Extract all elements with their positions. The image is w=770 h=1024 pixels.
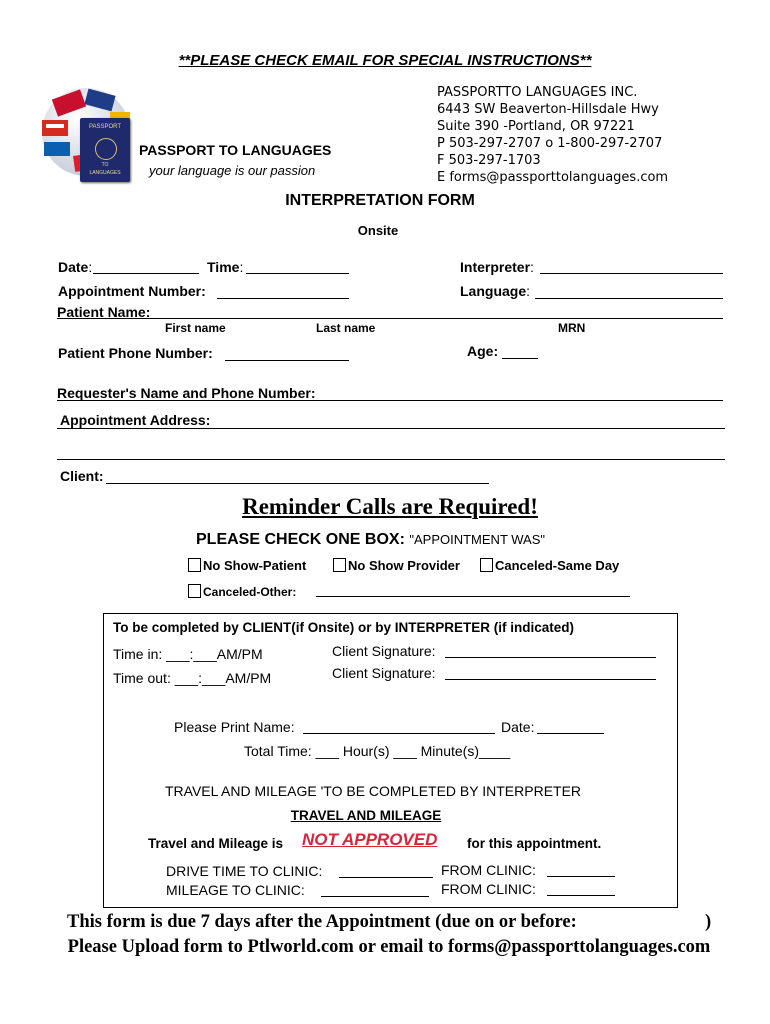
- age-label: Age:: [467, 343, 499, 359]
- box-date-field[interactable]: [537, 733, 604, 734]
- patient-phone-field[interactable]: [225, 360, 349, 361]
- mileage-field[interactable]: [321, 896, 429, 897]
- interpreter-field[interactable]: [540, 273, 723, 274]
- tagline: your language is our passion: [149, 163, 316, 178]
- requester-field[interactable]: [57, 400, 723, 401]
- interpreter-label: Interpreter:: [460, 259, 534, 275]
- appointment-address-label: Appointment Address:: [60, 412, 211, 428]
- option-label: Canceled-Same Day: [495, 558, 620, 573]
- address-line-1: 6443 SW Beaverton-Hillsdale Hwy: [437, 102, 659, 117]
- passport-to: TO: [101, 162, 109, 168]
- client-signature-field-2[interactable]: [445, 679, 656, 680]
- form-title: INTERPRETATION FORM: [285, 192, 475, 209]
- option-no-show-patient[interactable]: [188, 558, 306, 573]
- total-time[interactable]: Total Time: ___ Hour(s) ___ Minute(s)____: [244, 743, 511, 759]
- appointment-number-field[interactable]: [217, 298, 349, 299]
- option-label: No Show-Patient: [203, 558, 307, 573]
- box-date-label: Date:: [501, 719, 535, 735]
- email: E forms@passporttolanguages.com: [437, 170, 669, 185]
- travel-note: TRAVEL AND MILEAGE 'TO BE COMPLETED BY INTERPRETER: [165, 783, 582, 799]
- reminder-title: Reminder Calls are Required!: [242, 494, 538, 519]
- emblem-icon: [95, 138, 117, 160]
- logo-name: PASSPORT TO LANGUAGES: [139, 142, 332, 158]
- option-label: Canceled-Other:: [203, 585, 297, 599]
- box-heading: To be completed by CLIENT(if Onsite) or by INTERPRETER (if indicated): [113, 620, 575, 635]
- language-label: Language:: [460, 283, 531, 299]
- first-name-caption: First name: [165, 321, 226, 335]
- client-signature-label-1: Client Signature:: [332, 643, 436, 659]
- appointment-address-field-2[interactable]: [57, 459, 725, 460]
- mileage-label: MILEAGE TO CLINIC:: [166, 882, 305, 898]
- travel-heading: TRAVEL AND MILEAGE: [290, 808, 442, 823]
- from-clinic-label-1: FROM CLINIC:: [441, 862, 536, 878]
- from-clinic-field-2[interactable]: [547, 895, 615, 896]
- passport-booklet: [80, 118, 130, 182]
- option-canceled-same-day[interactable]: [480, 558, 619, 573]
- passport-languages: LANGUAGES: [89, 170, 121, 176]
- patient-name-field[interactable]: [57, 318, 723, 319]
- appointment-number-label: Appointment Number:: [58, 283, 206, 299]
- last-name-caption: Last name: [316, 321, 376, 335]
- fax: F 503-297-1703: [437, 153, 541, 168]
- mrn-caption: MRN: [558, 321, 586, 335]
- checkbox-no-show-provider[interactable]: [333, 558, 346, 572]
- date-label: Date:: [58, 259, 93, 275]
- for-appointment-label: for this appointment.: [467, 836, 602, 851]
- company-name: PASSPORTTO LANGUAGES INC.: [437, 85, 638, 100]
- address-line-2: Suite 390 -Portland, OR 97221: [437, 119, 635, 134]
- time-label: Time:: [207, 259, 244, 275]
- appointment-address-field[interactable]: [57, 428, 725, 429]
- patient-phone-label: Patient Phone Number:: [58, 345, 213, 361]
- time-in[interactable]: Time in: ___:___AM/PM: [113, 646, 263, 662]
- checkbox-no-show-patient[interactable]: [188, 558, 201, 572]
- drive-time-label: DRIVE TIME TO CLINIC:: [166, 863, 323, 879]
- language-field[interactable]: [535, 298, 723, 299]
- drive-time-field[interactable]: [339, 877, 433, 878]
- time-field[interactable]: [246, 273, 349, 274]
- option-label: No Show Provider: [348, 558, 460, 573]
- check-one-line: [196, 531, 545, 549]
- from-clinic-label-2: FROM CLINIC:: [441, 881, 536, 897]
- appointment-was-label: "APPOINTMENT WAS": [409, 532, 546, 547]
- footer-upload: Please Upload form to Ptlworld.com or email to forms@passporttolanguages.com: [67, 937, 711, 957]
- passport-label: PASSPORT: [88, 124, 122, 130]
- company-contact: [437, 84, 668, 186]
- travel-is-label: Travel and Mileage is: [148, 836, 284, 851]
- special-instructions: **PLEASE CHECK EMAIL FOR SPECIAL INSTRUCTIONS**: [178, 52, 592, 69]
- footer-paren: ): [705, 912, 712, 932]
- canceled-other-field[interactable]: [316, 596, 630, 597]
- checkbox-canceled-same-day[interactable]: [480, 558, 493, 572]
- check-one-label: PLEASE CHECK ONE BOX:: [196, 531, 405, 548]
- print-name-label: Please Print Name:: [174, 719, 295, 735]
- option-no-show-provider[interactable]: [333, 558, 460, 573]
- print-name-field[interactable]: [303, 733, 495, 734]
- option-canceled-other[interactable]: [188, 584, 296, 599]
- footer-due: This form is due 7 days after the Appointment (due on or before:: [67, 912, 577, 932]
- not-approved-stamp: NOT APPROVED: [302, 830, 438, 849]
- client-signature-field-1[interactable]: [445, 657, 656, 658]
- time-out[interactable]: Time out: ___:___AM/PM: [113, 670, 272, 686]
- requester-label: Requester's Name and Phone Number:: [57, 385, 316, 401]
- patient-name-label: Patient Name:: [57, 304, 151, 320]
- checkbox-canceled-other[interactable]: [188, 584, 201, 598]
- client-signature-label-2: Client Signature:: [332, 665, 436, 681]
- client-label: Client:: [60, 468, 104, 484]
- form-subtitle: Onsite: [357, 223, 399, 238]
- phone: P 503-297-2707 o 1-800-297-2707: [437, 136, 663, 151]
- from-clinic-field-1[interactable]: [547, 876, 615, 877]
- age-field[interactable]: [502, 358, 538, 359]
- client-field[interactable]: [106, 483, 489, 484]
- date-field[interactable]: [93, 273, 199, 274]
